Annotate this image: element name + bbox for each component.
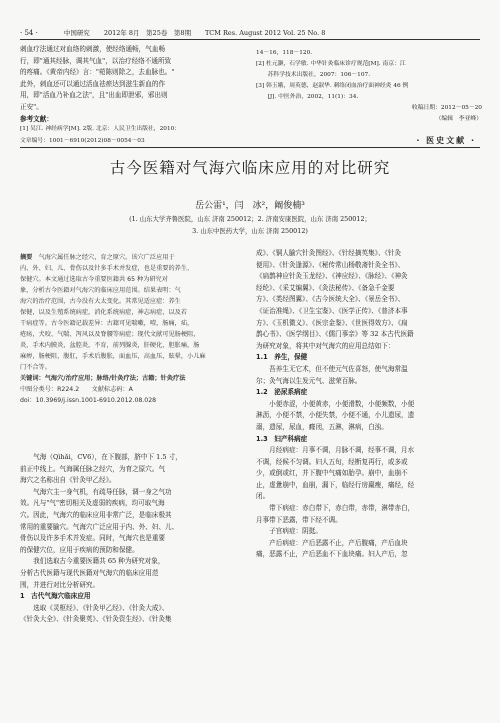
body-line: 闭。 bbox=[256, 492, 270, 501]
abstract-line: 门不合等。 bbox=[20, 364, 51, 371]
body-line: 海穴之名称出自《针灸甲乙经》。 bbox=[20, 476, 116, 485]
abstract-line: 干病症等。古今医籍记载差异：古籍可见喘嗽，噎，肠痛，疝， bbox=[20, 320, 194, 327]
reference-line: 14－16，118－120. bbox=[256, 50, 313, 56]
body-line: 便用》、《针灸逢源》、《秘传常山杨敬斋针灸全书》、 bbox=[256, 260, 405, 269]
keywords: 关键词：气海穴/治疗应用；脉络/针灸疗法；古籍；针灸疗法 bbox=[20, 375, 186, 382]
abstract-line: 海穴的治疗范围，古今没有大太变化。其常见适应症：养生 bbox=[20, 298, 181, 305]
body-line: 尔；灸气海以生发元气、滋荣百脉。 bbox=[256, 376, 362, 385]
body-line: 分析古代医籍与现代医籍对气海穴的临床应用范 bbox=[20, 568, 159, 577]
body-line: 骨伤以及许多手术并发症。同时，气海穴也是重要 bbox=[20, 534, 166, 543]
article-title: 古今医籍对气海穴临床应用的对比研究 bbox=[109, 159, 391, 177]
body-line: 常用的重要腧穴。气海穴广泛应用于内、外、妇、儿、 bbox=[20, 522, 179, 531]
body-line: 溺，遗尿，尿血，癃闭，五淋，淋病，白浊。 bbox=[256, 422, 388, 431]
body-line: 方》、《玉机微义》、《医宗金鉴》、《世医得效方》、《扁 bbox=[256, 318, 408, 327]
affiliation-line: 3. 山东中医药大学，山东 济南 250012) bbox=[192, 227, 308, 235]
abstract-line: 炎，手术内膜炎，盆腔炎，不育，前列腺炎，肝硬化，胆胀痛，肠 bbox=[20, 342, 200, 349]
section-heading: 1 古代气海穴临床应用 bbox=[20, 592, 91, 601]
abstract-line: 保健穴。本文通过选取古今重要医籍共 65 种为研究对 bbox=[20, 276, 168, 283]
section-stamp: · 医史文献 · bbox=[416, 136, 476, 145]
body-line: 气海穴主一身气机，有疏导任脉，调一身之气功 bbox=[20, 487, 172, 496]
page-number: · 54 · bbox=[20, 28, 38, 37]
prev-article-right bbox=[256, 48, 482, 125]
references-heading: 参考文献： bbox=[20, 114, 53, 123]
text-line: 行，即"通其经脉，调其气血"，以治疗经络不通所致 bbox=[20, 56, 172, 65]
body-line: 痛，恶露不止，产后恶血不下血块痛。妇人产后，忽 bbox=[256, 550, 408, 559]
editor-note: （编辑 李亚峰） bbox=[435, 116, 482, 122]
abstract-line: 疮疡，犬咬、气喘、泻风以及脊腰等病症；现代文献可见肠梗阻， bbox=[20, 331, 200, 338]
reference-line: [2] 杜元灏，石学敏. 中华针灸临床诊疗规范[M]. 南京：江 bbox=[256, 61, 406, 67]
text-line: 的疼痛。《黄帝内经》言："菀陈则除之，去血脉也。" bbox=[20, 68, 175, 77]
article-separator bbox=[20, 147, 480, 148]
body-line: 《扁鹊神应针灸玉龙经》、《神应经》、《脉经》、《神灸 bbox=[256, 272, 408, 281]
body-line: 我们选取古今重要医籍共 65 种为研究对象， bbox=[20, 557, 165, 566]
subsection-heading: 1.2 泌尿系病症 bbox=[256, 388, 308, 397]
article-number: 文章编号：1001－6910(2012)08－0054－03 bbox=[20, 138, 145, 144]
body-line: 止，虚惫崩中，血崩，漏下，临经行房羸瘦，痛经，经 bbox=[256, 480, 415, 489]
body-line: 成》、《铜人腧穴针灸图经》、《针经摘英集》、《针灸 bbox=[256, 249, 402, 257]
body-line: 效。凡与"气"密切相关及虚弱的疾病，均可取气海 bbox=[20, 499, 165, 508]
abstract-block bbox=[20, 252, 242, 406]
body-line: 月经病症：月事不调，月脉不调，经事不调，月水 bbox=[256, 446, 415, 455]
text-line: 用，即"活血乃补血之法"，且"出血即泄邪，邪出则 bbox=[20, 91, 168, 100]
body-line: 不调，经候不匀调。妇人五旬，经断复再行，或多或 bbox=[256, 457, 408, 466]
abstract-line: 气海穴属任脉之经穴，育之原穴。该穴广泛应用于 bbox=[38, 254, 175, 261]
affiliation-line: (1. 山东大学齐鲁医院，山东 济南 250012；2. 济南安康医院，山东 济南 250012； bbox=[129, 215, 371, 223]
body-line: 的保健穴位，应用于疾病的预防和保健。 bbox=[20, 545, 139, 554]
classification: 中图分类号：R224.2 文献标志码：A bbox=[20, 386, 133, 393]
running-header bbox=[20, 28, 480, 37]
abstract-label: 摘要 bbox=[20, 254, 33, 261]
doi: doi：10.3969/j.issn.1001-6910.2012.08.028 bbox=[20, 397, 157, 404]
text-line: 刺血疗法通过对血络的刺激，使经络通畅，气血畅 bbox=[20, 45, 166, 53]
reference-item: [1] 吴江. 神经病学[M]. 2版. 北京：人民卫生出版社，2010： bbox=[20, 126, 181, 133]
journal-name: 中国研究 bbox=[63, 29, 90, 37]
subsection-heading: 1.3 妇产科病症 bbox=[256, 434, 308, 443]
body-line: 少，或倒或红，并下腹中气痛如胎孕。崩中，血崩不 bbox=[256, 469, 408, 478]
header-rule bbox=[20, 39, 480, 40]
body-line: 带下病症：赤白带下，赤白带，赤带，淋带赤白， bbox=[256, 504, 415, 513]
body-line: 《针灸大全》、《针灸聚英》、《针灸资生经》、《针灸集 bbox=[20, 615, 172, 624]
reference-line: 苏科学技术出版社，2007：106－107. bbox=[256, 72, 371, 78]
journal-name-en: TCM Res. August 2012 Vol. 25 No. 8 bbox=[204, 28, 326, 37]
body-line: 经纶》、《采艾编翼》、《灸法秘传》、《备急千金要 bbox=[256, 283, 395, 292]
text-line: 正安"。 bbox=[20, 102, 43, 111]
abstract-line: 麻痹，肠梗阻，腹肛，手术后腹胀，面血压，高血压，眩晕，小儿麻 bbox=[20, 353, 206, 360]
subsection-heading: 1.1 养生，保健 bbox=[256, 353, 308, 362]
body-line: 小便赤涩，小便黄赤，小便滑数，小便频数，小便 bbox=[256, 399, 415, 408]
body-line: 淋沥，小便不禁，小便失禁，小便不通，小儿遗尿，遗 bbox=[256, 411, 415, 420]
left-body bbox=[20, 452, 242, 626]
journal-issue: 2012年 8月 第25卷 第8期 bbox=[103, 29, 191, 37]
abstract-line: 象，分析古今医籍对气海穴的临床应用范围。结果表明：气 bbox=[20, 287, 181, 294]
body-line: 前正中线上。气海属任脉之经穴，为育之原穴。气 bbox=[20, 464, 166, 473]
body-line: 穴。因此，气海穴的临床应用非常广泛，是临床极其 bbox=[20, 510, 172, 519]
authors: 岳公雷¹，闫 冰²，阚俊楠³ bbox=[195, 201, 305, 211]
received-date: 收稿日期：2012－05－20 bbox=[411, 105, 482, 111]
prev-article-left bbox=[20, 44, 242, 135]
body-line: 产后病症：产后恶露不止，产后腹痛，产后血块 bbox=[256, 538, 408, 547]
right-body bbox=[256, 248, 482, 561]
body-line: 《证治准绳》、《卫生宝鉴》、《医学正传》、《普济本事 bbox=[256, 306, 408, 315]
body-line: 子宫病症：阴挺。 bbox=[256, 527, 322, 536]
body-line: 选取《灵枢经》、《针灸甲乙经》、《针灸大成》、 bbox=[20, 603, 169, 612]
body-line: 围，并进行对比分析研究。 bbox=[20, 580, 100, 589]
body-line: 气海（Qìhǎi，CV6），在下腹部，脐中下 1.5 寸， bbox=[20, 453, 182, 461]
reference-line: [3] 韩玉娥，周英德，赵淑华. 刺络闭血治疗面神经炎 46 例 bbox=[256, 83, 409, 89]
body-line: 月事带下恶露，带下经不调。 bbox=[256, 515, 342, 524]
body-line: 吾养生无它术，但不使元气佐喜怒，使气海常温 bbox=[256, 364, 408, 373]
reference-line: [J]. 中医外治，2002，11(1)：34. bbox=[256, 94, 359, 100]
body-line: 方》、《类经图翼》、《古今医统大全》、《景岳全书》、 bbox=[256, 295, 405, 304]
text-line: 此外，刺血还可以通过活血祛瘀达到滋生新血的作 bbox=[20, 79, 166, 88]
abstract-line: 保健，以及生殖系统病症，消化系统病症，神志病症，以及若 bbox=[20, 309, 188, 316]
body-line: 为研究对象，将其中对气海穴的应用总结如下： bbox=[256, 341, 395, 350]
body-line: 鹊心书》、《医学纲目》、《儒门事亲》等 32 本古代医籍 bbox=[256, 330, 414, 339]
abstract-line: 内、外、妇、儿、骨伤以及针多手术并发症，也是重要的养生、 bbox=[20, 265, 194, 272]
